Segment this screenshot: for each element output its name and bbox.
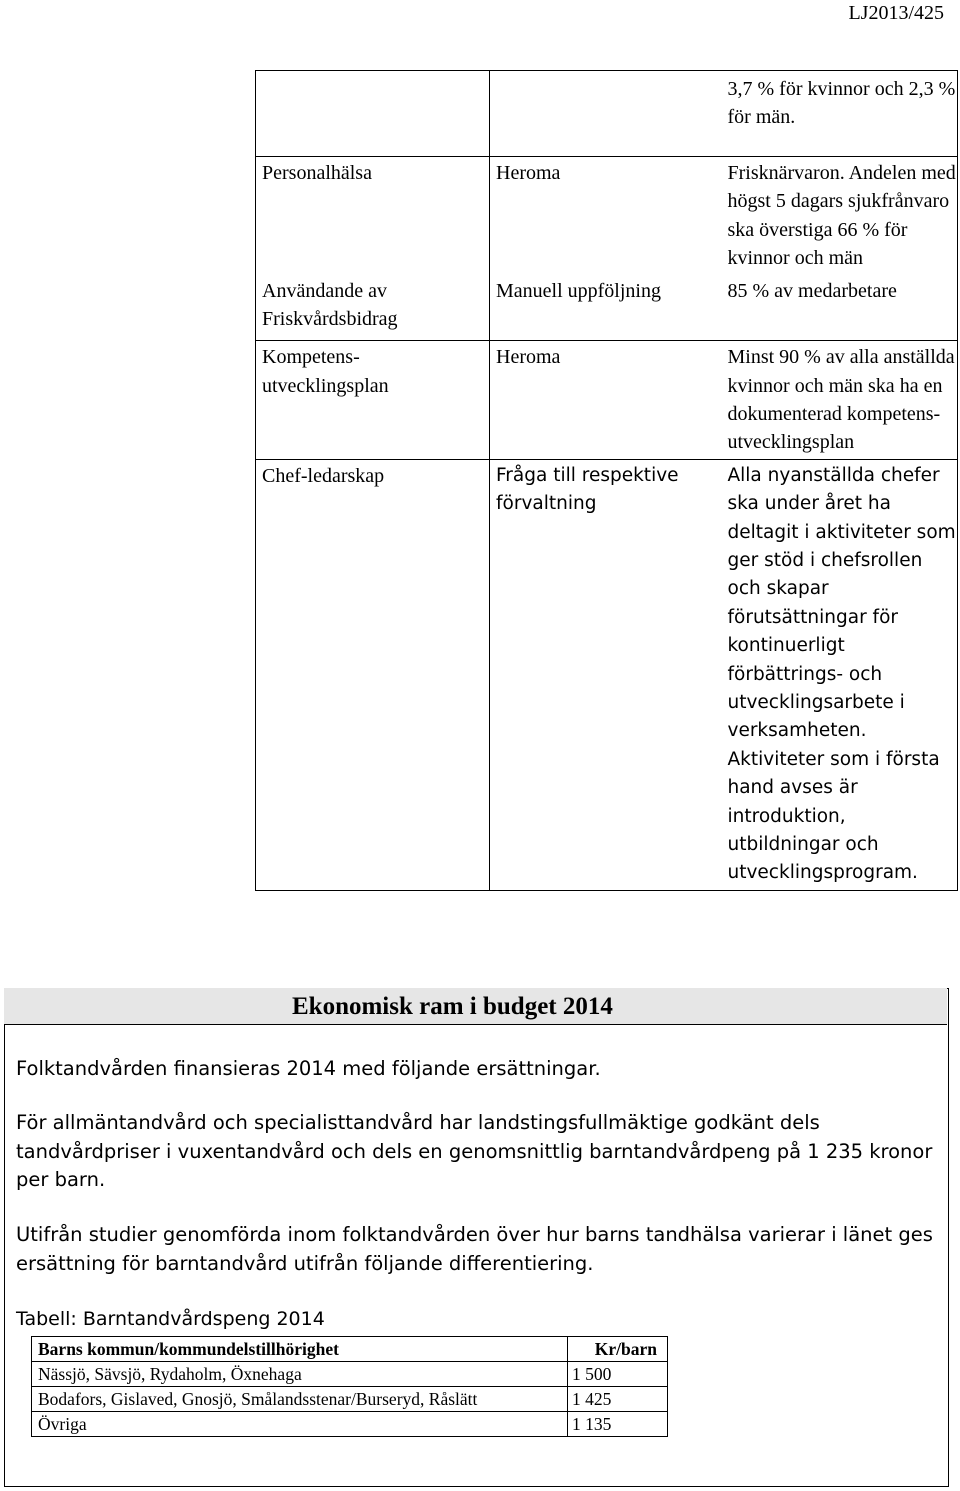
paragraph: För allmäntandvård och specialisttandvård har landstingsfullmäktige godkänt dels tandvårdpriser i vuxentandvård och dels en genomsnittlig barntandvårdpeng på 1 235 kronor per barn. bbox=[16, 1111, 933, 1191]
column-header: Barns kommun/kommundelstillhörighet bbox=[32, 1337, 568, 1362]
table-cell: Alla nyanställda chefer ska under året ha deltagit i aktiviteter som ger stöd i chefsrollen och skapar förutsättningar för kontinuerligt förbättrings- och utvecklingsarbete i verksamheten. Aktiviteter som i första hand avses är introduktion, utbildningar och utvecklingsprogram. bbox=[724, 459, 958, 890]
table-cell: Minst 90 % av alla anställda kvinnor och män ska ha en dokumenterad kompetens-utvecklingsplan bbox=[724, 341, 958, 460]
paragraph: Folktandvården finansieras 2014 med följande ersättningar. bbox=[16, 1057, 601, 1080]
table-header-row bbox=[32, 1337, 668, 1362]
table-row bbox=[256, 157, 958, 275]
table-cell bbox=[256, 71, 490, 157]
table-row bbox=[256, 341, 958, 460]
table-cell: Chef-ledarskap bbox=[256, 459, 490, 890]
table-cell: Fråga till respektive förvaltning bbox=[490, 459, 724, 890]
table-cell bbox=[724, 71, 958, 157]
table-cell: 1 135 bbox=[568, 1412, 668, 1437]
table-row bbox=[256, 275, 958, 341]
table-cell: Användande av Friskvårdsbidrag bbox=[256, 275, 490, 341]
table-cell bbox=[490, 71, 724, 157]
table-row bbox=[32, 1412, 668, 1437]
table-row bbox=[256, 459, 958, 890]
table-cell: Frisknärvaron. Andelen med högst 5 dagars sjukfrånvaro ska överstiga 66 % för kvinnor och män bbox=[724, 157, 958, 275]
table-cell: Övriga bbox=[32, 1412, 568, 1437]
child-dental-fee-table bbox=[31, 1336, 668, 1437]
followup-table bbox=[255, 70, 958, 891]
table-row bbox=[32, 1387, 668, 1412]
table-row bbox=[32, 1362, 668, 1387]
table-cell: Heroma bbox=[490, 157, 724, 275]
document-id: LJ2013/425 bbox=[848, 2, 944, 24]
table-row bbox=[256, 71, 958, 157]
table-cell: 85 % av medarbetare bbox=[724, 275, 958, 341]
paragraph: Utifrån studier genomförda inom folktandvården över hur barns tandhälsa varierar i länet ges ersättning för barntandvård utifrån följande differentiering. bbox=[16, 1223, 933, 1275]
table-cell: Bodafors, Gislaved, Gnosjö, Smålandsstenar/Burseryd, Råslätt bbox=[32, 1387, 568, 1412]
column-header: Kr/barn bbox=[568, 1337, 668, 1362]
table-cell: Nässjö, Sävsjö, Rydaholm, Öxnehaga bbox=[32, 1362, 568, 1387]
section-heading: Ekonomisk ram i budget 2014 bbox=[292, 993, 613, 1020]
table-cell: Manuell uppföljning bbox=[490, 275, 724, 341]
cell-text: 3,7 % för kvinnor och 2,3 % för män. bbox=[727, 78, 956, 129]
table-caption: Tabell: Barntandvårdspeng 2014 bbox=[16, 1308, 325, 1330]
table-cell: Kompetens-utvecklingsplan bbox=[256, 341, 490, 460]
table-cell: 1 500 bbox=[568, 1362, 668, 1387]
table-cell: Personalhälsa bbox=[256, 157, 490, 275]
table-cell: 1 425 bbox=[568, 1387, 668, 1412]
table-cell: Heroma bbox=[490, 341, 724, 460]
